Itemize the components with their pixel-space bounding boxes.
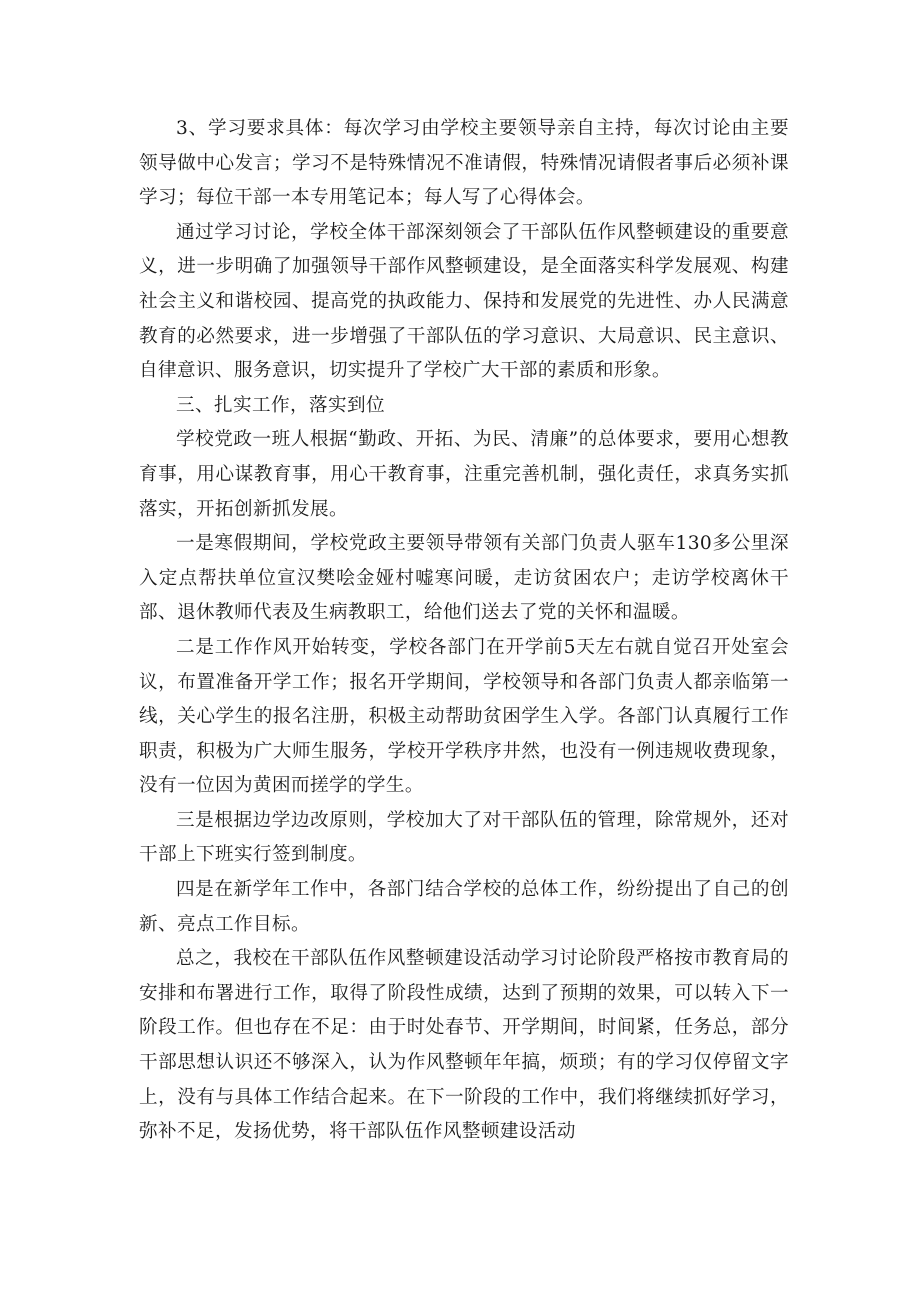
paragraph-study-requirements: 3、学习要求具体：每次学习由学校主要领导亲自主持，每次讨论由主要领导做中心发言；学习不是特殊情况不准请假，特殊情况请假者事后必须补课学习；每位干部一本专用笔记本；每人写了心得体会。 [139,118,789,209]
paragraph-summary: 总之，我校在干部队伍作风整顿建设活动学习讨论阶段严格按市教育局的安排和布署进行工作，取得了阶段性成绩，达到了预期的效果，可以转入下一阶段工作。但也存在不足：由于时处春节、开学期间，时间紧，任务总，部分干部思想认识还不够深入，认为作风整顿年年搞，烦琐；有的学习仅停留文字上，没有与具体工作结合起来。在下一阶段的工作中，我们将继续抓好学习，弥补不足，发扬优势，将干部队伍作风整顿建设活动 [139,948,789,1143]
paragraph-item-four-goals: 四是在新学年工作中，各部门结合学校的总体工作，纷纷提出了自己的创新、亮点工作目标。 [139,879,789,935]
paragraph-item-two-work-style: 二是工作作风开始转变，学校各部门在开学前5天左右就自觉召开处室会议，布置准备开学工作；报名开学期间，学校领导和各部门负责人都亲临第一线，关心学生的报名注册，积极主动帮助贫困学生入学。各部门认真履行工作职责，积极为广大师生服务，学校开学秩序井然，也没有一例违规收费现象，没有一位因为黄困而搓学的学生。 [139,636,789,797]
section-heading-solid-work: 三、扎实工作，落实到位 [176,394,385,416]
document-body [139,112,789,1150]
paragraph-item-one-winter-visits: 一是寒假期间，学校党政主要领导带领有关部门负责人驱车130多公里深入定点帮扶单位宣汉樊哙金娅村嘘寒问暖，走访贫困农户；走访学校离休干部、退休教师代表及生病教职工，给他们送去了党的关怀和温暖。 [139,533,789,624]
paragraph-study-discussion-results: 通过学习讨论，学校全体干部深刻领会了干部队伍作风整顿建设的重要意义，进一步明确了加强领导干部作风整顿建设，是全面落实科学发展观、构建社会主义和谐校园、提高党的执政能力、保持和发展党的先进性、办人民满意教育的必然要求，进一步增强了干部队伍的学习意识、大局意识、民主意识、自律意识、服务意识，切实提升了学校广大干部的素质和形象。 [139,221,789,382]
paragraph-party-leadership: 学校党政一班人根据“勤政、开拓、为民、清廉”的总体要求，要用心想教育事，用心谋教育事，用心干教育事，注重完善机制，强化责任，求真务实抓落实，开拓创新抓发展。 [139,429,789,520]
paragraph-item-three-management: 三是根据边学边改原则，学校加大了对干部队伍的管理，除常规外，还对干部上下班实行签到制度。 [139,809,789,866]
